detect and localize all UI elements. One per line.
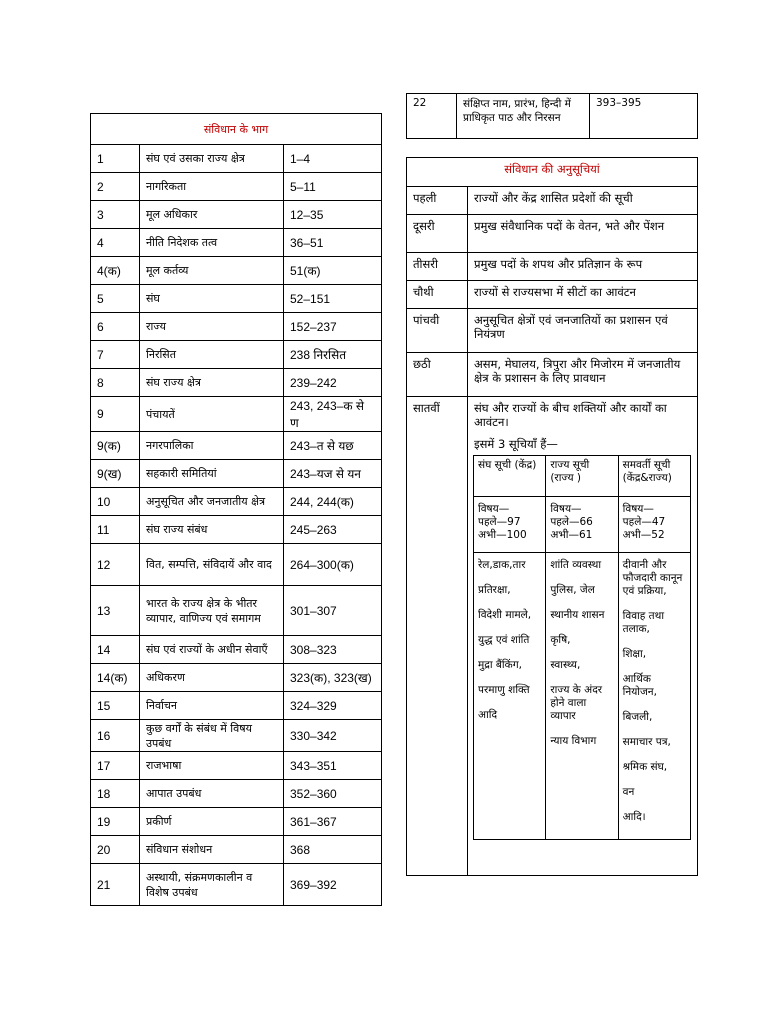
- schedule-name: पहली: [407, 187, 468, 215]
- part-number: 16: [91, 720, 140, 752]
- part-articles: 368: [284, 836, 382, 864]
- part-number: 3: [91, 201, 140, 229]
- part-number: 6: [91, 313, 140, 341]
- list-item: युद्ध एवं शांति: [478, 634, 530, 646]
- part-number: 22: [407, 94, 457, 139]
- list-item: दीवानी और फौजदारी कानून एवं प्रक्रिया,: [622, 559, 683, 597]
- part-articles: 308–323: [284, 636, 382, 664]
- part-subject: वित, सम्पत्ति, संविदायें और वाद: [140, 544, 284, 586]
- subject-count-before: पहले—47: [622, 516, 666, 528]
- part-row: [91, 586, 382, 636]
- schedule-name: चौथी: [407, 281, 468, 309]
- part-articles: 52–151: [284, 285, 382, 313]
- list-item: वन: [622, 786, 635, 798]
- list-items: [474, 553, 546, 840]
- schedule-row: [407, 309, 698, 353]
- list-header: संघ सूची (केंद्र): [474, 456, 546, 497]
- part-subject: सहकारी समितियां: [140, 460, 284, 488]
- list-item: विदेशी मामले,: [478, 609, 532, 621]
- part-number: 15: [91, 692, 140, 720]
- list-item: बिजली,: [622, 711, 653, 723]
- part-subject: संविधान संशोधन: [140, 836, 284, 864]
- list-item: पुलिस, जेल: [550, 584, 595, 596]
- part-subject: संघ राज्य संबंध: [140, 516, 284, 544]
- part-row: [91, 201, 382, 229]
- part-subject: नागरिकता: [140, 173, 284, 201]
- part-number: 7: [91, 341, 140, 369]
- part-22-table: [406, 93, 698, 139]
- part-articles: 245–263: [284, 516, 382, 544]
- schedule-row: [407, 215, 698, 253]
- part-subject: संघ एवं राज्यों के अधीन सेवाएँ: [140, 636, 284, 664]
- list-item: समाचार पत्र,: [622, 736, 671, 748]
- list-items: [546, 553, 618, 840]
- list-item: कृषि,: [550, 634, 571, 646]
- part-subject: संक्षिप्त नाम, प्रारंभ, हिन्दी में प्राधिकृत पाठ और निरसन: [457, 94, 590, 139]
- part-row: [91, 145, 382, 173]
- part-row: [91, 692, 382, 720]
- schedule-name: दूसरी: [407, 215, 468, 253]
- part-row: [91, 369, 382, 397]
- part-number: 2: [91, 173, 140, 201]
- schedule-row: [407, 281, 698, 309]
- list-item: रेल,डाक,तार: [478, 559, 526, 571]
- part-number: 20: [91, 836, 140, 864]
- part-number: 1: [91, 145, 140, 173]
- list-item: प्रतिरक्षा,: [478, 584, 511, 596]
- part-number: 10: [91, 488, 140, 516]
- part-subject: संघ एवं उसका राज्य क्षेत्र: [140, 145, 284, 173]
- part-number: 5: [91, 285, 140, 313]
- list-item: शिक्षा,: [622, 648, 647, 660]
- schedule-row-seventh: [407, 397, 698, 876]
- part-subject: प्रकीर्ण: [140, 808, 284, 836]
- part-articles: 352–360: [284, 780, 382, 808]
- part-number: 21: [91, 864, 140, 906]
- part-number: 14(क): [91, 664, 140, 692]
- part-articles: 238 निरसित: [284, 341, 382, 369]
- schedule-name: पांचवी: [407, 309, 468, 353]
- part-number: 17: [91, 752, 140, 780]
- part-articles: 361–367: [284, 808, 382, 836]
- parts-table-title: संविधान के भाग: [91, 114, 382, 145]
- subject-count-before: पहले—97: [478, 516, 521, 528]
- constitution-parts-table: [90, 113, 382, 906]
- part-number: 19: [91, 808, 140, 836]
- part-articles: 369–392: [284, 864, 382, 906]
- part-row: [91, 173, 382, 201]
- list-items: [618, 553, 690, 840]
- part-row: [91, 864, 382, 906]
- list-item: स्थानीय शासन: [550, 609, 605, 621]
- part-row: [91, 636, 382, 664]
- schedule-name: तीसरी: [407, 253, 468, 281]
- schedules-table-title: संविधान की अनुसूचियां: [407, 158, 698, 187]
- schedule-desc: असम, मेघालय, त्रिपुरा और मिजोरम में जनजातीय क्षेत्र के प्रशासन के लिए प्रावधान: [468, 353, 698, 397]
- schedule-desc: राज्यों और केंद्र शासित प्रदेशों की सूची: [468, 187, 698, 215]
- schedule-desc: [468, 397, 698, 876]
- part-number: 4: [91, 229, 140, 257]
- part-row: [91, 397, 382, 432]
- three-lists-table: [473, 455, 691, 840]
- part-row: [91, 460, 382, 488]
- part-articles: 323(क), 323(ख): [284, 664, 382, 692]
- list-subject-count: [546, 497, 618, 553]
- part-number: 18: [91, 780, 140, 808]
- part-number: 12: [91, 544, 140, 586]
- part-row: [91, 544, 382, 586]
- part-row: [91, 257, 382, 285]
- part-articles: 324–329: [284, 692, 382, 720]
- list-item: मुद्रा बैंकिंग,: [478, 659, 522, 671]
- list-subject-count: [618, 497, 690, 553]
- part-subject: पंचायतें: [140, 397, 284, 432]
- part-number: 4(क): [91, 257, 140, 285]
- list-item: राज्य के अंदर होने वाला व्यापार: [550, 684, 603, 722]
- schedule-desc: अनुसूचित क्षेत्रों एवं जनजातियों का प्रशासन एवं नियंत्रण: [468, 309, 698, 353]
- schedules-table: [406, 157, 698, 876]
- subject-count-now: अभी—52: [622, 529, 665, 541]
- part-row: [91, 720, 382, 752]
- part-row: [91, 488, 382, 516]
- part-subject: आपात उपबंध: [140, 780, 284, 808]
- schedule-desc: राज्यों से राज्यसभा में सीटों का आवंटन: [468, 281, 698, 309]
- part-row: [91, 836, 382, 864]
- list-item: स्वास्थ्य,: [550, 659, 581, 671]
- part-subject: राज्य: [140, 313, 284, 341]
- part-subject: भारत के राज्य क्षेत्र के भीतर व्यापार, वाणिज्य एवं समागम: [140, 586, 284, 636]
- subject-count-now: अभी—100: [478, 529, 527, 541]
- part-row: [91, 432, 382, 460]
- part-row: [91, 664, 382, 692]
- subject-count-subjects_label: विषय—: [550, 503, 582, 515]
- part-articles: 244, 244(क): [284, 488, 382, 516]
- part-articles: 301–307: [284, 586, 382, 636]
- schedule-desc: प्रमुख पदों के शपथ और प्रतिज्ञान के रूप: [468, 253, 698, 281]
- part-articles: 1–4: [284, 145, 382, 173]
- part-number: 11: [91, 516, 140, 544]
- part-row: [91, 780, 382, 808]
- list-item: आर्थिक नियोजन,: [622, 673, 657, 698]
- part-row: [91, 808, 382, 836]
- part-row: [91, 285, 382, 313]
- schedule-row: [407, 253, 698, 281]
- list-item: शांति व्यवस्था: [550, 559, 602, 571]
- part-number: 14: [91, 636, 140, 664]
- seventh-desc: संघ और राज्यों के बीच शक्तियों और कार्यों का आवंटन।: [474, 401, 667, 429]
- part-subject: अनुसूचित और जनजातीय क्षेत्र: [140, 488, 284, 516]
- part-subject: संघ राज्य क्षेत्र: [140, 369, 284, 397]
- part-row: [91, 229, 382, 257]
- part-row: [91, 313, 382, 341]
- part-row: [91, 516, 382, 544]
- part-subject: निरसित: [140, 341, 284, 369]
- part-articles: 239–242: [284, 369, 382, 397]
- part-articles: 243–त से यछ: [284, 432, 382, 460]
- list-item: आदि।: [622, 811, 646, 823]
- part-row: [91, 752, 382, 780]
- schedule-name: सातवीं: [407, 397, 468, 876]
- list-item: विवाह तथा तलाक,: [622, 610, 665, 635]
- part-subject: मूल अधिकार: [140, 201, 284, 229]
- part-subject: संघ: [140, 285, 284, 313]
- part-articles: 36–51: [284, 229, 382, 257]
- schedule-desc: प्रमुख संवैधानिक पदों के वेतन, भते और पेंशन: [468, 215, 698, 253]
- list-item: श्रमिक संघ,: [622, 761, 668, 773]
- part-articles: 152–237: [284, 313, 382, 341]
- part-articles: 330–342: [284, 720, 382, 752]
- part-subject: अस्थायी, संक्रमणकालीन व विशेष उपबंध: [140, 864, 284, 906]
- schedule-row: [407, 187, 698, 215]
- part-number: 9: [91, 397, 140, 432]
- part-articles: 5–11: [284, 173, 382, 201]
- subject-count-now: अभी—61: [550, 529, 593, 541]
- part-subject: अधिकरण: [140, 664, 284, 692]
- subject-count-before: पहले—66: [550, 516, 593, 528]
- list-item: परमाणु शक्ति: [478, 684, 530, 696]
- part-subject: कुछ वर्गों के संबंध में विषय उपबंध: [140, 720, 284, 752]
- schedule-row: [407, 353, 698, 397]
- part-articles: 393–395: [590, 94, 698, 139]
- part-subject: राजभाषा: [140, 752, 284, 780]
- part-subject: नगरपालिका: [140, 432, 284, 460]
- part-articles: 343–351: [284, 752, 382, 780]
- part-articles: 51(क): [284, 257, 382, 285]
- part-subject: मूल कर्तव्य: [140, 257, 284, 285]
- part-articles: 243–यज से यन: [284, 460, 382, 488]
- list-item: न्याय विभाग: [550, 735, 597, 747]
- part-number: 9(ख): [91, 460, 140, 488]
- part-articles: 243, 243–क से ण: [284, 397, 382, 432]
- subject-count-subjects_label: विषय—: [478, 503, 510, 515]
- list-subject-count: [474, 497, 546, 553]
- part-subject: निर्वाचन: [140, 692, 284, 720]
- part-subject: नीति निदेशक तत्व: [140, 229, 284, 257]
- subject-count-subjects_label: विषय—: [622, 503, 654, 515]
- list-header: समवर्ती सूची (केंद्र&राज्य): [618, 456, 690, 497]
- lists-intro: इसमें 3 सूचियाँ हैं—: [474, 437, 558, 451]
- part-number: 9(क): [91, 432, 140, 460]
- part-number: 8: [91, 369, 140, 397]
- list-header: राज्य सूची (राज्य ): [546, 456, 618, 497]
- list-item: आदि: [478, 709, 498, 721]
- part-articles: 264–300(क): [284, 544, 382, 586]
- part-number: 13: [91, 586, 140, 636]
- part-row: [91, 341, 382, 369]
- part-articles: 12–35: [284, 201, 382, 229]
- schedule-name: छठी: [407, 353, 468, 397]
